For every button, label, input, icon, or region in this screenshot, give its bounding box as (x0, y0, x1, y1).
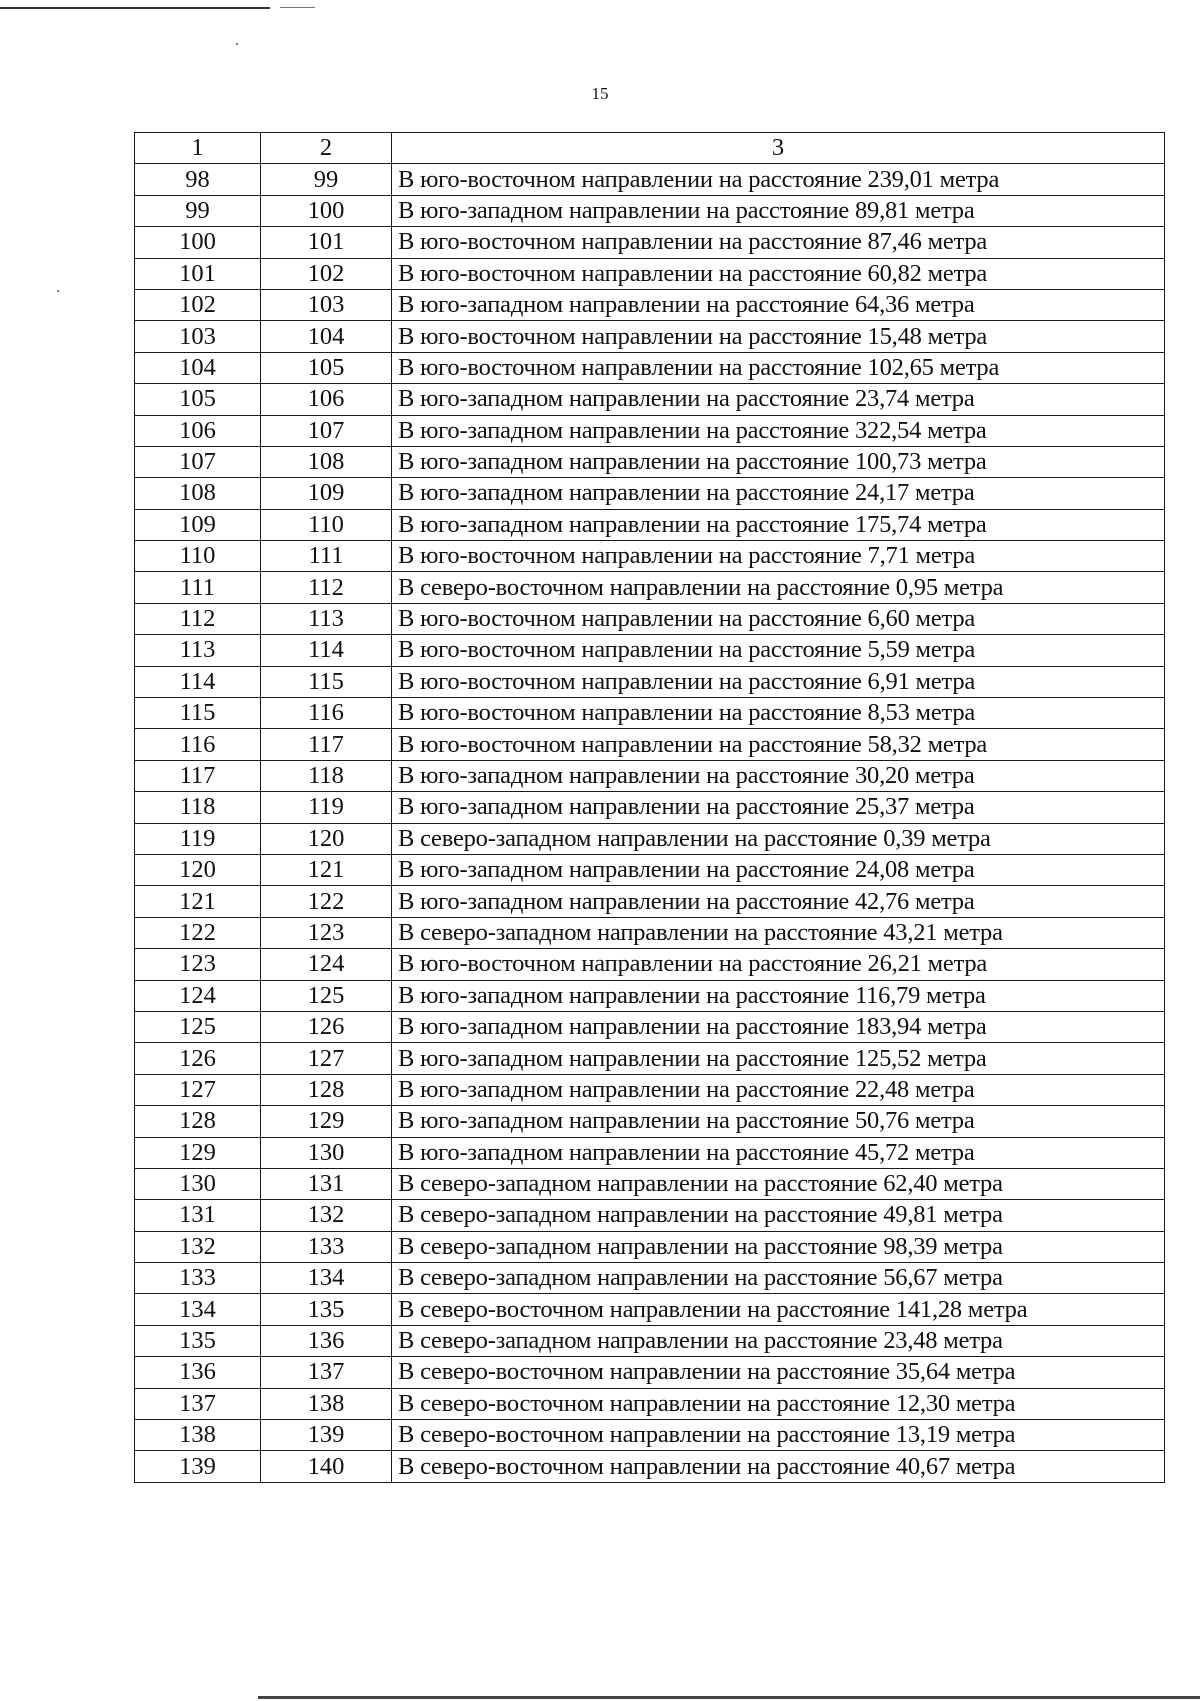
scan-edge-line-top-short (280, 7, 315, 8)
cell-from-point: 120 (135, 854, 261, 885)
cell-to-point: 118 (261, 760, 392, 791)
cell-to-point: 101 (261, 227, 392, 258)
cell-description: В юго-западном направлении на расстояние 30,20 метра (392, 760, 1165, 791)
cell-from-point: 111 (135, 572, 261, 603)
table-row (135, 352, 1165, 383)
cell-description: В северо-западном направлении на расстояние 23,48 метра (392, 1325, 1165, 1356)
header-cell-description: 3 (392, 133, 1165, 164)
cell-to-point: 130 (261, 1137, 392, 1168)
cell-description: В юго-западном направлении на расстояние 183,94 метра (392, 1011, 1165, 1042)
table-row (135, 1043, 1165, 1074)
cell-from-point: 123 (135, 949, 261, 980)
table-row (135, 666, 1165, 697)
cell-from-point: 129 (135, 1137, 261, 1168)
cell-from-point: 134 (135, 1294, 261, 1325)
table-row (135, 289, 1165, 320)
cell-description: В юго-западном направлении на расстояние 125,52 метра (392, 1043, 1165, 1074)
cell-description: В северо-западном направлении на расстояние 98,39 метра (392, 1231, 1165, 1262)
cell-description: В юго-восточном направлении на расстояние 102,65 метра (392, 352, 1165, 383)
table-row (135, 698, 1165, 729)
cell-description: В юго-восточном направлении на расстояние 26,21 метра (392, 949, 1165, 980)
cell-to-point: 104 (261, 321, 392, 352)
cell-from-point: 112 (135, 603, 261, 634)
cell-description: В юго-западном направлении на расстояние 24,08 метра (392, 854, 1165, 885)
cell-to-point: 105 (261, 352, 392, 383)
cell-description: В юго-западном направлении на расстояние 24,17 метра (392, 478, 1165, 509)
cell-from-point: 136 (135, 1357, 261, 1388)
cell-from-point: 98 (135, 164, 261, 195)
cell-from-point: 106 (135, 415, 261, 446)
cell-to-point: 102 (261, 258, 392, 289)
table-header-row (135, 133, 1165, 164)
cell-from-point: 132 (135, 1231, 261, 1262)
cell-from-point: 122 (135, 917, 261, 948)
scan-edge-line-bottom (258, 1696, 1200, 1699)
cell-to-point: 117 (261, 729, 392, 760)
cell-from-point: 139 (135, 1451, 261, 1482)
cell-from-point: 135 (135, 1325, 261, 1356)
table-row (135, 760, 1165, 791)
cell-to-point: 126 (261, 1011, 392, 1042)
cell-description: В юго-восточном направлении на расстояние 6,60 метра (392, 603, 1165, 634)
cell-description: В северо-восточном направлении на расстояние 141,28 метра (392, 1294, 1165, 1325)
cell-to-point: 140 (261, 1451, 392, 1482)
table-row (135, 1168, 1165, 1199)
cell-description: В юго-восточном направлении на расстояние 6,91 метра (392, 666, 1165, 697)
table-row (135, 635, 1165, 666)
cell-to-point: 119 (261, 792, 392, 823)
cell-description: В северо-восточном направлении на расстояние 12,30 метра (392, 1388, 1165, 1419)
cell-from-point: 133 (135, 1263, 261, 1294)
table-row (135, 886, 1165, 917)
table-row (135, 227, 1165, 258)
table-row (135, 823, 1165, 854)
table-row (135, 980, 1165, 1011)
cell-to-point: 106 (261, 384, 392, 415)
cell-description: В юго-западном направлении на расстояние 25,37 метра (392, 792, 1165, 823)
table-row (135, 572, 1165, 603)
cell-to-point: 107 (261, 415, 392, 446)
cell-to-point: 113 (261, 603, 392, 634)
cell-description: В юго-западном направлении на расстояние 45,72 метра (392, 1137, 1165, 1168)
cell-from-point: 102 (135, 289, 261, 320)
cell-description: В юго-западном направлении на расстояние 50,76 метра (392, 1106, 1165, 1137)
cell-to-point: 115 (261, 666, 392, 697)
cell-to-point: 100 (261, 195, 392, 226)
cell-from-point: 109 (135, 509, 261, 540)
cell-description: В северо-западном направлении на расстояние 43,21 метра (392, 917, 1165, 948)
table-row (135, 1451, 1165, 1482)
cell-to-point: 137 (261, 1357, 392, 1388)
table-row (135, 164, 1165, 195)
cell-description: В юго-восточном направлении на расстояние 58,32 метра (392, 729, 1165, 760)
cell-to-point: 103 (261, 289, 392, 320)
cell-to-point: 127 (261, 1043, 392, 1074)
table-row (135, 384, 1165, 415)
table-row (135, 949, 1165, 980)
scan-edge-line-top (0, 7, 270, 9)
table-row (135, 729, 1165, 760)
table-row (135, 1294, 1165, 1325)
cell-to-point: 139 (261, 1420, 392, 1451)
cell-description: В северо-западном направлении на расстояние 62,40 метра (392, 1168, 1165, 1199)
cell-description: В северо-восточном направлении на расстояние 0,95 метра (392, 572, 1165, 603)
cell-description: В юго-западном направлении на расстояние 175,74 метра (392, 509, 1165, 540)
cell-description: В юго-западном направлении на расстояние 116,79 метра (392, 980, 1165, 1011)
cell-from-point: 115 (135, 698, 261, 729)
cell-from-point: 107 (135, 446, 261, 477)
boundary-points-table (134, 132, 1165, 1483)
cell-to-point: 108 (261, 446, 392, 477)
table-row (135, 1231, 1165, 1262)
cell-description: В северо-западном направлении на расстояние 49,81 метра (392, 1200, 1165, 1231)
cell-description: В юго-восточном направлении на расстояние 15,48 метра (392, 321, 1165, 352)
cell-to-point: 133 (261, 1231, 392, 1262)
cell-from-point: 101 (135, 258, 261, 289)
cell-to-point: 132 (261, 1200, 392, 1231)
header-cell-from-point: 1 (135, 133, 261, 164)
cell-to-point: 129 (261, 1106, 392, 1137)
cell-from-point: 100 (135, 227, 261, 258)
cell-from-point: 127 (135, 1074, 261, 1105)
cell-description: В юго-восточном направлении на расстояние 8,53 метра (392, 698, 1165, 729)
table-row (135, 1325, 1165, 1356)
cell-from-point: 117 (135, 760, 261, 791)
cell-from-point: 105 (135, 384, 261, 415)
cell-description: В юго-восточном направлении на расстояние 5,59 метра (392, 635, 1165, 666)
table-row (135, 1137, 1165, 1168)
cell-from-point: 128 (135, 1106, 261, 1137)
table-row (135, 541, 1165, 572)
cell-description: В юго-западном направлении на расстояние 22,48 метра (392, 1074, 1165, 1105)
cell-from-point: 104 (135, 352, 261, 383)
cell-to-point: 135 (261, 1294, 392, 1325)
scan-speck (57, 290, 59, 292)
cell-description: В юго-западном направлении на расстояние 42,76 метра (392, 886, 1165, 917)
cell-description: В северо-западном направлении на расстояние 56,67 метра (392, 1263, 1165, 1294)
cell-from-point: 121 (135, 886, 261, 917)
cell-from-point: 114 (135, 666, 261, 697)
header-cell-to-point: 2 (261, 133, 392, 164)
scan-speck (236, 43, 238, 45)
cell-description: В юго-западном направлении на расстояние 100,73 метра (392, 446, 1165, 477)
cell-description: В северо-западном направлении на расстояние 0,39 метра (392, 823, 1165, 854)
cell-description: В юго-западном направлении на расстояние 322,54 метра (392, 415, 1165, 446)
cell-to-point: 112 (261, 572, 392, 603)
page-number: 15 (591, 84, 609, 103)
cell-to-point: 114 (261, 635, 392, 666)
cell-to-point: 120 (261, 823, 392, 854)
cell-from-point: 113 (135, 635, 261, 666)
table-row (135, 917, 1165, 948)
table-row (135, 321, 1165, 352)
cell-from-point: 119 (135, 823, 261, 854)
cell-description: В юго-западном направлении на расстояние 64,36 метра (392, 289, 1165, 320)
cell-to-point: 110 (261, 509, 392, 540)
table-row (135, 415, 1165, 446)
cell-to-point: 125 (261, 980, 392, 1011)
table-row (135, 478, 1165, 509)
cell-description: В юго-западном направлении на расстояние 89,81 метра (392, 195, 1165, 226)
table-row (135, 792, 1165, 823)
cell-from-point: 116 (135, 729, 261, 760)
cell-to-point: 128 (261, 1074, 392, 1105)
cell-from-point: 118 (135, 792, 261, 823)
cell-description: В северо-восточном направлении на расстояние 13,19 метра (392, 1420, 1165, 1451)
cell-to-point: 122 (261, 886, 392, 917)
cell-from-point: 110 (135, 541, 261, 572)
table-row (135, 1074, 1165, 1105)
cell-to-point: 134 (261, 1263, 392, 1294)
table-body (135, 133, 1165, 1483)
cell-to-point: 109 (261, 478, 392, 509)
table-row (135, 1263, 1165, 1294)
cell-to-point: 116 (261, 698, 392, 729)
cell-from-point: 131 (135, 1200, 261, 1231)
table-row (135, 195, 1165, 226)
cell-from-point: 130 (135, 1168, 261, 1199)
table-row (135, 1106, 1165, 1137)
table-row (135, 603, 1165, 634)
cell-to-point: 131 (261, 1168, 392, 1199)
table-row (135, 1200, 1165, 1231)
cell-from-point: 125 (135, 1011, 261, 1042)
table-row (135, 509, 1165, 540)
table-row (135, 1011, 1165, 1042)
cell-to-point: 124 (261, 949, 392, 980)
table-row (135, 446, 1165, 477)
cell-to-point: 123 (261, 917, 392, 948)
table-row (135, 258, 1165, 289)
cell-from-point: 103 (135, 321, 261, 352)
cell-description: В юго-восточном направлении на расстояние 7,71 метра (392, 541, 1165, 572)
table-row (135, 854, 1165, 885)
cell-description: В северо-восточном направлении на расстояние 40,67 метра (392, 1451, 1165, 1482)
cell-to-point: 99 (261, 164, 392, 195)
table-row (135, 1420, 1165, 1451)
cell-from-point: 137 (135, 1388, 261, 1419)
cell-description: В северо-восточном направлении на расстояние 35,64 метра (392, 1357, 1165, 1388)
cell-from-point: 126 (135, 1043, 261, 1074)
table-row (135, 1357, 1165, 1388)
cell-to-point: 138 (261, 1388, 392, 1419)
cell-from-point: 124 (135, 980, 261, 1011)
cell-description: В юго-восточном направлении на расстояние 239,01 метра (392, 164, 1165, 195)
cell-to-point: 121 (261, 854, 392, 885)
cell-from-point: 99 (135, 195, 261, 226)
table-row (135, 1388, 1165, 1419)
cell-from-point: 108 (135, 478, 261, 509)
cell-description: В юго-восточном направлении на расстояние 60,82 метра (392, 258, 1165, 289)
cell-to-point: 136 (261, 1325, 392, 1356)
cell-from-point: 138 (135, 1420, 261, 1451)
cell-to-point: 111 (261, 541, 392, 572)
cell-description: В юго-западном направлении на расстояние 23,74 метра (392, 384, 1165, 415)
cell-description: В юго-восточном направлении на расстояние 87,46 метра (392, 227, 1165, 258)
